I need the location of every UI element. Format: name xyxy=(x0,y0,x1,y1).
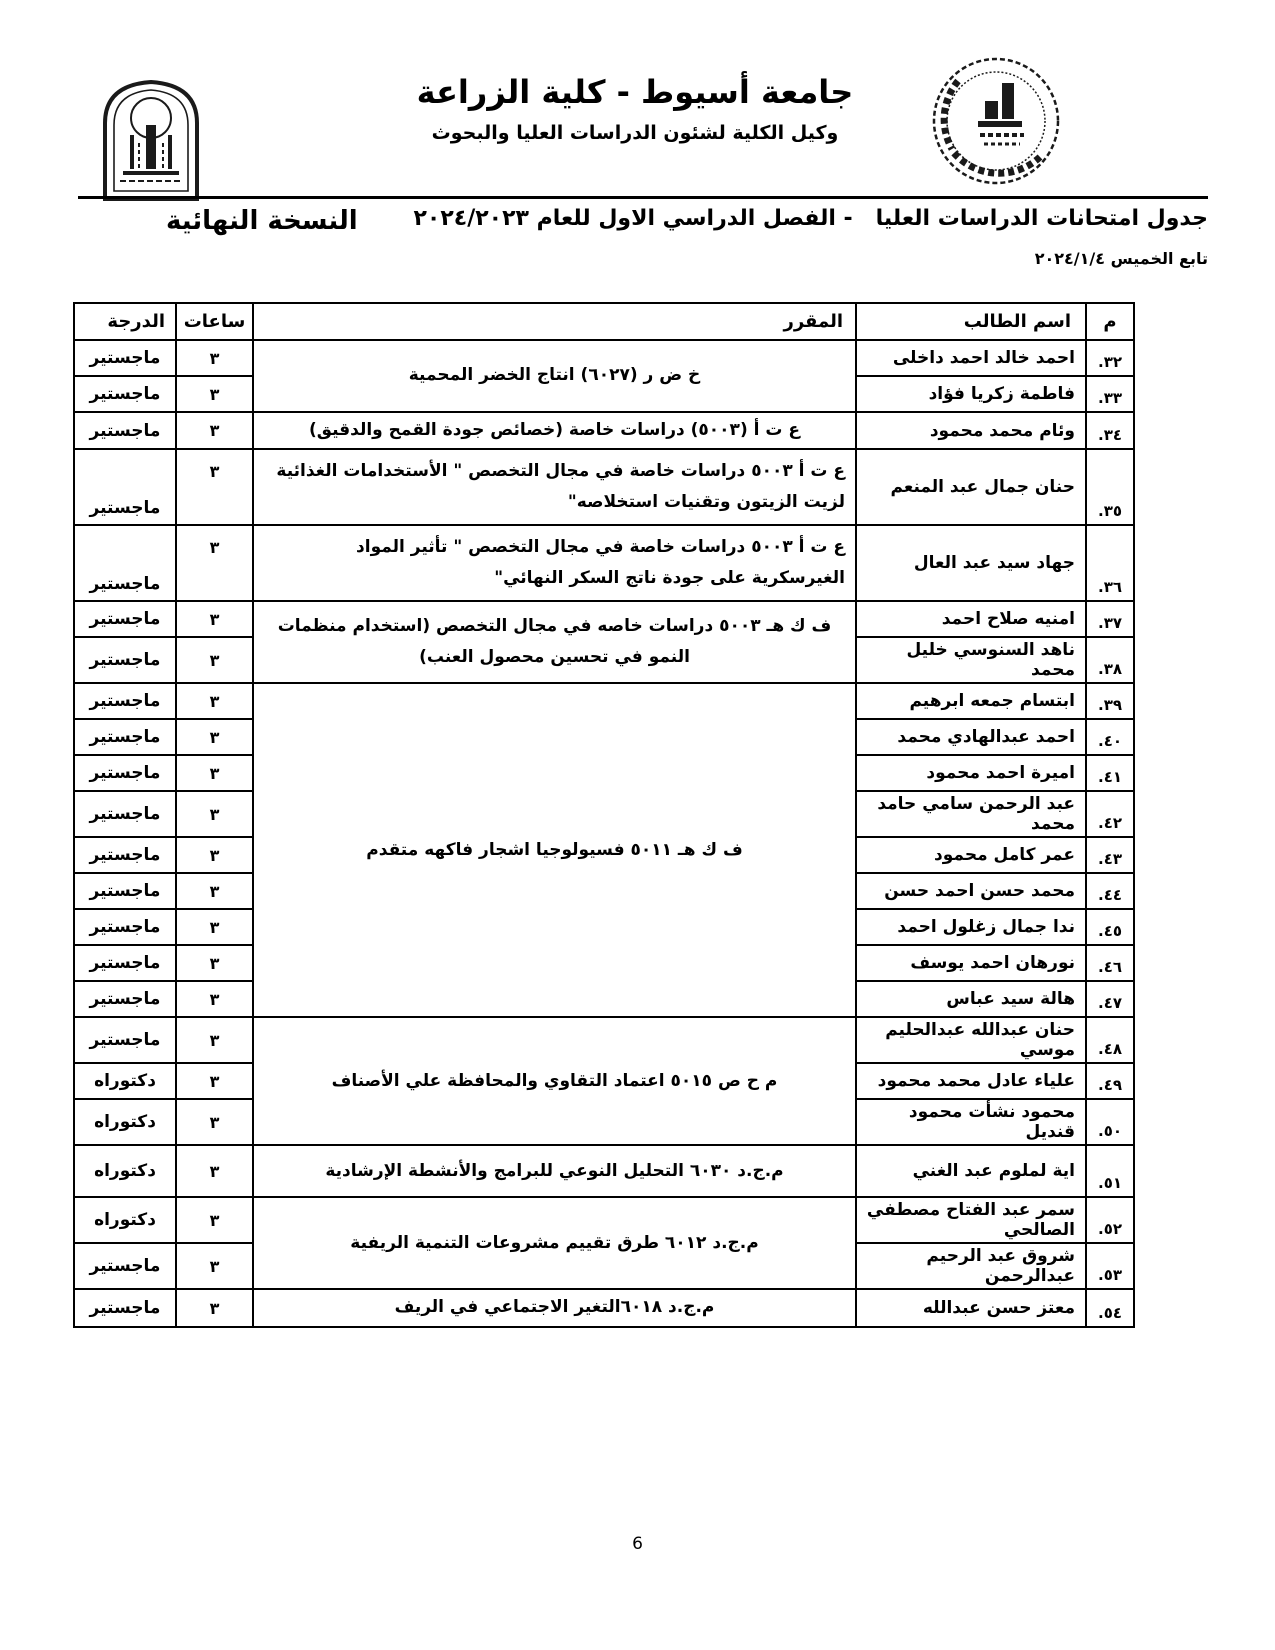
row-index: ٣٩. xyxy=(1086,683,1134,719)
hours-value: ٣ xyxy=(176,1099,253,1145)
hours-value: ٣ xyxy=(176,909,253,945)
exam-table-body xyxy=(74,340,1134,1327)
row-index: ٤٦. xyxy=(1086,945,1134,981)
hours-value: ٣ xyxy=(176,1197,253,1243)
schedule-title-row xyxy=(78,206,1208,236)
student-name: جهاد سيد عبد العال xyxy=(856,525,1086,601)
degree-value: ماجستير xyxy=(74,873,176,909)
faculty-arch-emblem-icon xyxy=(95,75,207,203)
student-name: امنيه صلاح احمد xyxy=(856,601,1086,637)
table-row xyxy=(74,1017,1134,1063)
table-row xyxy=(74,525,1134,601)
hours-value: ٣ xyxy=(176,791,253,837)
degree-value: دكتوراه xyxy=(74,1099,176,1145)
row-index: ٣٢. xyxy=(1086,340,1134,376)
course-name: ف ك هـ ٥٠٠٣ دراسات خاصه في مجال التخصص (استخدام منظمات النمو في تحسين محصول العنب) xyxy=(253,601,856,683)
row-index: ٣٧. xyxy=(1086,601,1134,637)
degree-value: ماجستير xyxy=(74,412,176,449)
table-row xyxy=(74,449,1134,525)
row-index: ٣٣. xyxy=(1086,376,1134,412)
degree-value: ماجستير xyxy=(74,837,176,873)
schedule-title: جدول امتحانات الدراسات العليا - الفصل الدراسي الاول للعام ٢٠٢٤/٢٠٢٣ xyxy=(413,206,1208,231)
page-number: 6 xyxy=(632,1534,643,1554)
student-name: ناهد السنوسي خليل محمد xyxy=(856,637,1086,683)
degree-value: ماجستير xyxy=(74,601,176,637)
column-header-index: م xyxy=(1086,303,1134,340)
student-name: حنان جمال عبد المنعم xyxy=(856,449,1086,525)
row-index: ٤٢. xyxy=(1086,791,1134,837)
hours-value: ٣ xyxy=(176,525,253,601)
table-row xyxy=(74,1145,1134,1197)
hours-value: ٣ xyxy=(176,755,253,791)
student-name: ابتسام جمعه ابرهيم xyxy=(856,683,1086,719)
row-index: ٤٧. xyxy=(1086,981,1134,1017)
degree-value: ماجستير xyxy=(74,340,176,376)
hours-value: ٣ xyxy=(176,981,253,1017)
student-name: فاطمة زكريا فؤاد xyxy=(856,376,1086,412)
table-row xyxy=(74,1197,1134,1243)
hours-value: ٣ xyxy=(176,1063,253,1099)
column-header-degree: الدرجة xyxy=(74,303,176,340)
student-name: عمر كامل محمود xyxy=(856,837,1086,873)
degree-value: ماجستير xyxy=(74,1017,176,1063)
row-index: ٤٣. xyxy=(1086,837,1134,873)
hours-value: ٣ xyxy=(176,683,253,719)
row-index: ٥٤. xyxy=(1086,1289,1134,1326)
row-index: ٥٠. xyxy=(1086,1099,1134,1145)
row-index: ٣٦. xyxy=(1086,525,1134,601)
course-name: م.ج.د ٦٠٣٠ التحليل النوعي للبرامج والأنشطة الإرشادية xyxy=(253,1145,856,1197)
degree-value: ماجستير xyxy=(74,791,176,837)
student-name: احمد خالد احمد داخلى xyxy=(856,340,1086,376)
student-name: عبد الرحمن سامي حامد محمد xyxy=(856,791,1086,837)
department-subtitle: وكيل الكلية لشئون الدراسات العليا والبحوث xyxy=(431,122,839,144)
degree-value: دكتوراه xyxy=(74,1063,176,1099)
row-index: ٤٤. xyxy=(1086,873,1134,909)
student-name: اميرة احمد محمود xyxy=(856,755,1086,791)
row-index: ٤١. xyxy=(1086,755,1134,791)
hours-value: ٣ xyxy=(176,1289,253,1326)
hours-value: ٣ xyxy=(176,719,253,755)
student-name: علياء عادل محمد محمود xyxy=(856,1063,1086,1099)
final-version-label: النسخة النهائية xyxy=(166,206,358,236)
row-index: ٣٤. xyxy=(1086,412,1134,449)
schedule-date: تابع الخميس ٢٠٢٤/١/٤ xyxy=(1034,249,1208,268)
student-name: وئام محمد محمود xyxy=(856,412,1086,449)
header-divider xyxy=(78,196,1208,199)
student-name: حنان عبدالله عبدالحليم موسي xyxy=(856,1017,1086,1063)
row-index: ٥١. xyxy=(1086,1145,1134,1197)
column-header-hours: ساعات xyxy=(176,303,253,340)
student-name: ندا جمال زغلول احمد xyxy=(856,909,1086,945)
course-name: م.ج.د ٦٠١٨التغير الاجتماعي في الريف xyxy=(253,1289,856,1326)
row-index: ٤٥. xyxy=(1086,909,1134,945)
hours-value: ٣ xyxy=(176,945,253,981)
row-index: ٤٨. xyxy=(1086,1017,1134,1063)
column-header-course: المقرر xyxy=(253,303,856,340)
student-name: محمد حسن احمد حسن xyxy=(856,873,1086,909)
hours-value: ٣ xyxy=(176,412,253,449)
degree-value: ماجستير xyxy=(74,1243,176,1289)
degree-value: ماجستير xyxy=(74,376,176,412)
student-name: شروق عبد الرحيم عبدالرحمن xyxy=(856,1243,1086,1289)
hours-value: ٣ xyxy=(176,601,253,637)
course-name: خ ض ر (٦٠٢٧) انتاج الخضر المحمية xyxy=(253,340,856,412)
hours-value: ٣ xyxy=(176,376,253,412)
exam-schedule-table xyxy=(73,302,1135,1328)
row-index: ٣٥. xyxy=(1086,449,1134,525)
course-name: ع ت أ ٥٠٠٣ دراسات خاصة في مجال التخصص " الأستخدامات الغذائية لزيت الزيتون وتقنيات استخلاصه" xyxy=(253,449,856,525)
table-header-row xyxy=(74,303,1134,340)
row-index: ٥٣. xyxy=(1086,1243,1134,1289)
student-name: احمد عبدالهادي محمد xyxy=(856,719,1086,755)
degree-value: دكتوراه xyxy=(74,1145,176,1197)
hours-value: ٣ xyxy=(176,873,253,909)
table-row xyxy=(74,683,1134,719)
header-title-block xyxy=(250,72,1020,144)
course-name: ف ك هـ ٥٠١١ فسيولوجيا اشجار فاكهه متقدم xyxy=(253,683,856,1017)
row-index: ٤٠. xyxy=(1086,719,1134,755)
degree-value: ماجستير xyxy=(74,719,176,755)
degree-value: ماجستير xyxy=(74,945,176,981)
degree-value: ماجستير xyxy=(74,909,176,945)
table-row xyxy=(74,1289,1134,1326)
student-name: هالة سيد عباس xyxy=(856,981,1086,1017)
degree-value: ماجستير xyxy=(74,755,176,791)
hours-value: ٣ xyxy=(176,449,253,525)
degree-value: ماجستير xyxy=(74,981,176,1017)
student-name: سمر عبد الفتاح مصطفي الصالحي xyxy=(856,1197,1086,1243)
table-row xyxy=(74,412,1134,449)
column-header-student: اسم الطالب xyxy=(856,303,1086,340)
university-title: جامعة أسيوط - كلية الزراعة xyxy=(416,73,854,111)
student-name: نورهان احمد يوسف xyxy=(856,945,1086,981)
hours-value: ٣ xyxy=(176,1017,253,1063)
table-row xyxy=(74,601,1134,637)
degree-value: دكتوراه xyxy=(74,1197,176,1243)
row-index: ٤٩. xyxy=(1086,1063,1134,1099)
student-name: معتز حسن عبدالله xyxy=(856,1289,1086,1326)
hours-value: ٣ xyxy=(176,340,253,376)
row-index: ٥٢. xyxy=(1086,1197,1134,1243)
degree-value: ماجستير xyxy=(74,449,176,525)
row-index: ٣٨. xyxy=(1086,637,1134,683)
degree-value: ماجستير xyxy=(74,637,176,683)
course-name: م ح ص ٥٠١٥ اعتماد التقاوي والمحافظة علي الأصناف xyxy=(253,1017,856,1145)
hours-value: ٣ xyxy=(176,837,253,873)
degree-value: ماجستير xyxy=(74,525,176,601)
degree-value: ماجستير xyxy=(74,683,176,719)
student-name: محمود نشأت محمود قنديل xyxy=(856,1099,1086,1145)
degree-value: ماجستير xyxy=(74,1289,176,1326)
hours-value: ٣ xyxy=(176,1145,253,1197)
course-name: ع ت أ ٥٠٠٣ دراسات خاصة في مجال التخصص " تأثير المواد الغيرسكرية على جودة ناتج السكر النهائي" xyxy=(253,525,856,601)
course-name: م.ج.د ٦٠١٢ طرق تقييم مشروعات التنمية الريفية xyxy=(253,1197,856,1289)
hours-value: ٣ xyxy=(176,637,253,683)
table-row xyxy=(74,340,1134,376)
student-name: اية لملوم عبد الغني xyxy=(856,1145,1086,1197)
course-name: ع ت أ (٥٠٠٣) دراسات خاصة (خصائص جودة القمح والدقيق) xyxy=(253,412,856,449)
hours-value: ٣ xyxy=(176,1243,253,1289)
